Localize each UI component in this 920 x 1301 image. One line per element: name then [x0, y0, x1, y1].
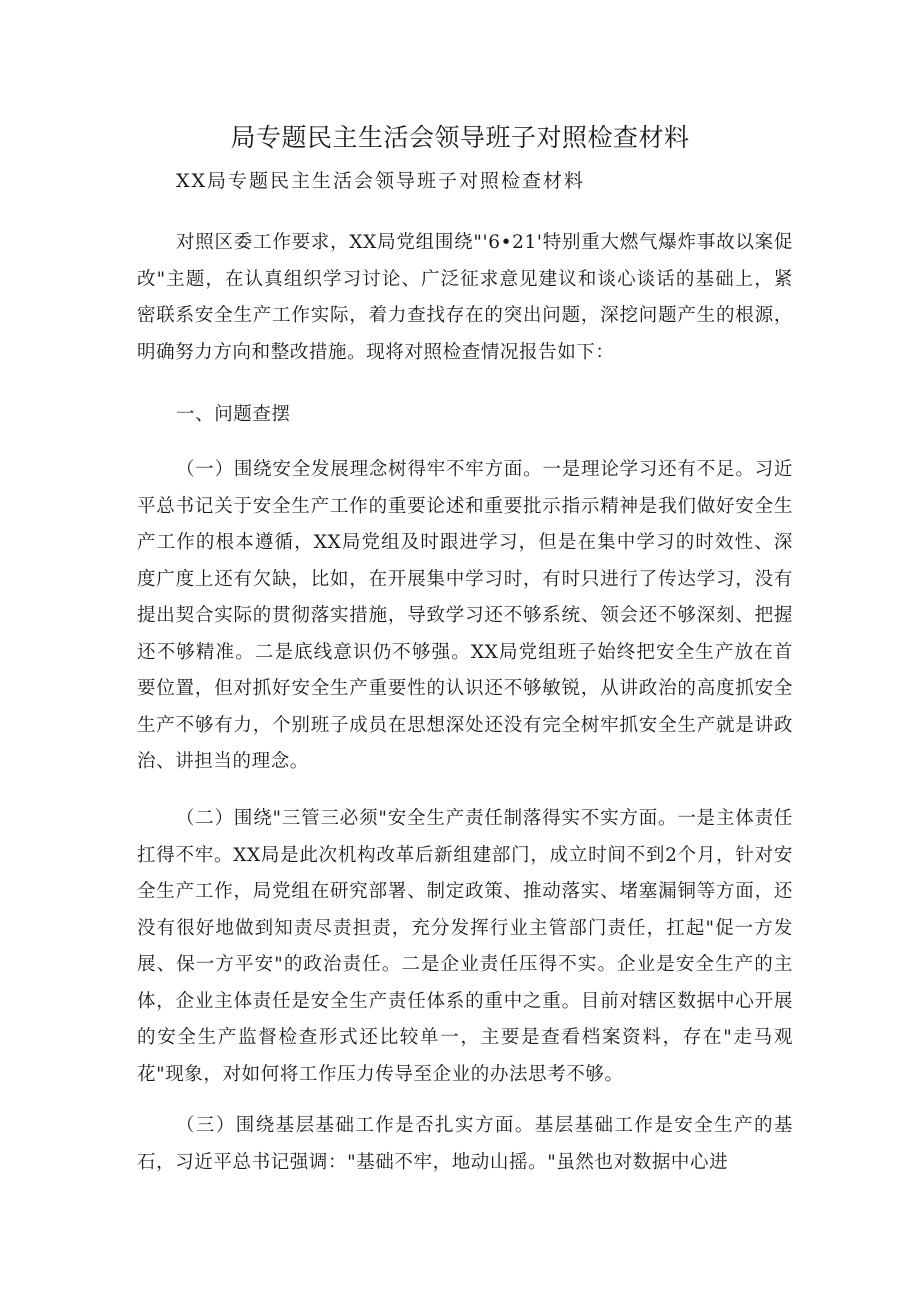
document-title: 局专题民主生活会领导班子对照检查材料: [230, 123, 690, 152]
paragraph-2: （二）围绕"三管三必须"安全生产责任制落得实不实方面。一是主体责任扛得不牢。XX局是此次机构改革后新组建部门，成立时间不到2个月，针对安全生产工作，局党组在研究部署、制定政策、推动落实、堵塞漏铜等方面，还没有很好地做到知责尽责担责，充分发挥行业主管部门责任，扛起"促一方发展、保一方平安"的政治责任。二是企业责任压得不实。企业是安全生产的主体，企业主体责任是安全生产责任体系的重中之重。目前对辖区数据中心开展的安全生产监督检查形式还比较单一，主要是查看档案资料，存在"走马观花"现象，对如何将工作压力传导至企业的办法思考不够。: [137, 808, 793, 1085]
paragraph-3: （三）围绕基层基础工作是否扎实方面。基层基础工作是安全生产的基石，习近平总书记强调："基础不牢，地动山摇。"虽然也对数据中心进: [137, 1115, 793, 1173]
paragraph-1: （一）围绕安全发展理念树得牢不牢方面。一是理论学习还有不足。习近平总书记关于安全生产工作的重要论述和重要批示指示精神是我们做好安全生产工作的根本遵循，XX局党组及时跟进学习，但是在集中学习的时效性、深度广度上还有欠缺，比如，在开展集中学习时，有时只进行了传达学习，没有提出契合实际的贯彻落实措施，导致学习还不够系统、领会还不够深刻、把握还不够精准。二是底线意识仍不够强。XX局党组班子始终把安全生产放在首要位置，但对抓好安全生产重要性的认识还不够敏锐，从讲政治的高度抓安全生产不够有力，个别班子成员在思想深处还没有完全树牢抓安全生产就是讲政治、讲担当的理念。: [137, 459, 793, 772]
section-heading: 一、问题查摆: [176, 404, 291, 425]
intro-paragraph: 对照区委工作要求，XX局党组围绕"'6•21'特别重大燃气爆炸事故以案促改"主题，在认真组织学习讨论、广泛征求意见建议和谈心谈话的基础上，紧密联系安全生产工作实际，着力查找存在的突出问题，深挖问题产生的根源，明确努力方向和整改措施。现将对照检查情况报告如下：: [137, 232, 793, 363]
document-subtitle: XX局专题民主生活会领导班子对照检查材料: [176, 170, 586, 192]
